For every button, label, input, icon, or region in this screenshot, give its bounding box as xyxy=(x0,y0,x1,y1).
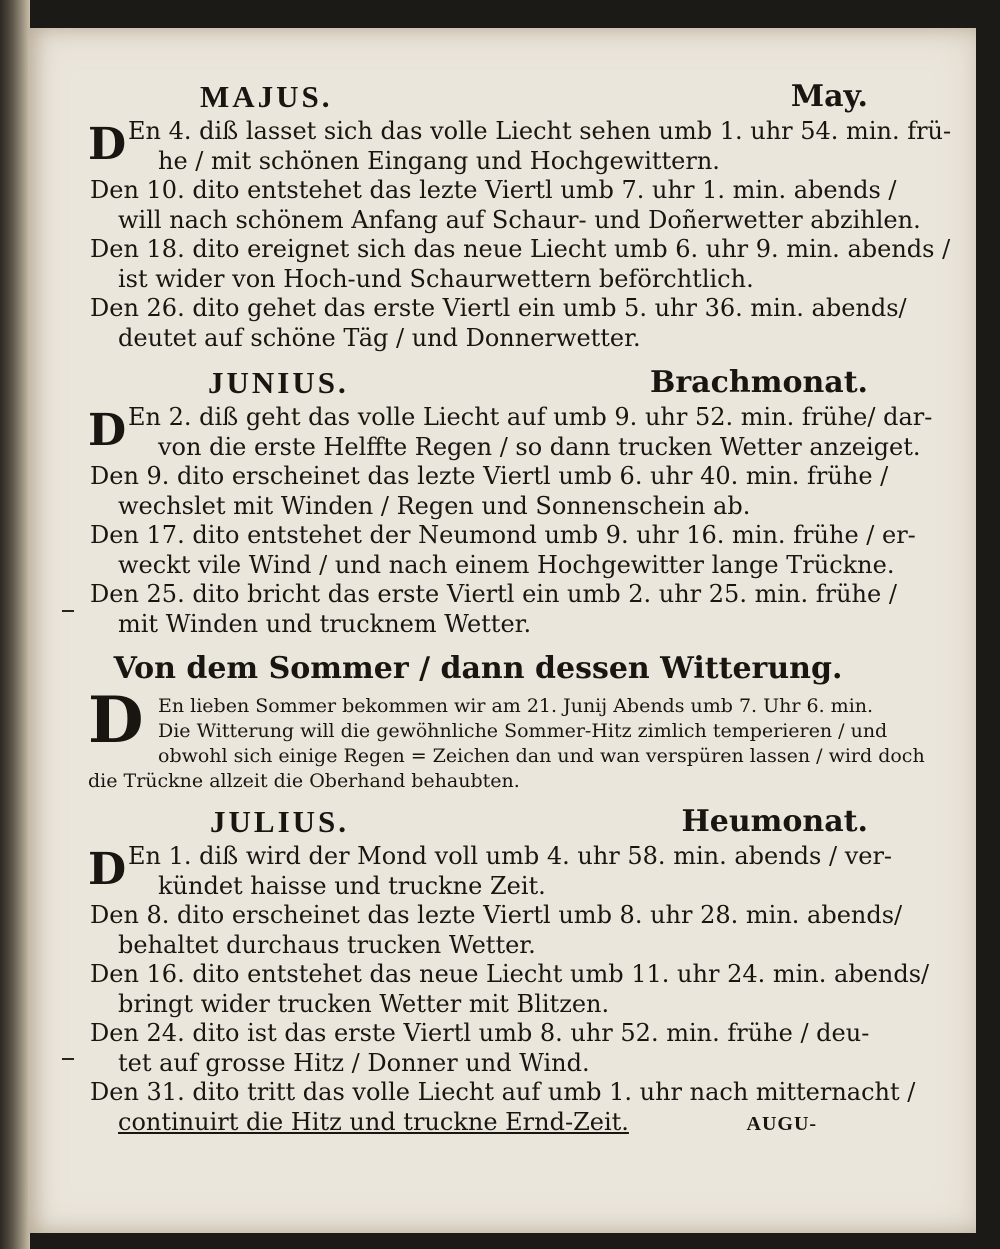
entry-line: mit Winden und trucknem Wetter. xyxy=(118,609,532,638)
month-heading-junius xyxy=(88,359,908,403)
entry-line: En 1. diß wird der Mond voll umb 4. uhr 58. min. abends / ver‑ xyxy=(128,842,893,870)
summer-line: En lieben Sommer bekommen wir am 21. Junij Abends umb 7. Uhr 6. min. xyxy=(158,695,874,717)
entry-line: Den 26. dito gehet das erste Viertl ein umb 5. uhr 36. min. abends/ xyxy=(90,294,907,322)
month-latin-title: JUNIUS. xyxy=(208,365,349,400)
moon-phase-entry xyxy=(88,842,908,901)
margin-mark xyxy=(62,1058,74,1060)
summer-line: die Trückne allzeit die Oberhand behaubten. xyxy=(88,770,520,792)
entry-line: von die erste Helffte Regen / so dann trucken Wetter anzeiget. xyxy=(158,432,921,461)
entry-line: Den 16. dito entstehet das neue Liecht umb 11. uhr 24. min. abends/ xyxy=(90,960,930,988)
entry-line-last xyxy=(90,1108,908,1140)
month-german-title: May. xyxy=(790,79,868,114)
moon-phase-entry xyxy=(88,901,908,960)
entry-line: behaltet durchaus trucken Wetter. xyxy=(118,930,536,959)
moon-phase-entry xyxy=(88,235,951,294)
entry-line: Den 17. dito entstehet der Neumond umb 9. uhr 16. min. frühe / er‑ xyxy=(90,521,916,549)
moon-phase-entry xyxy=(88,176,921,235)
entry-line: ist wider von Hoch‑und Schaurwettern beförchtlich. xyxy=(118,264,754,293)
moon-phase-entry xyxy=(88,580,908,639)
entry-line: weckt vile Wind / und nach einem Hochgewitter lange Trückne. xyxy=(118,550,895,579)
summer-line: Die Witterung will die gewöhnliche Sommer‑Hitz zimlich temperieren / und xyxy=(158,720,888,742)
entry-line: Den 25. dito bricht das erste Viertl ein umb 2. uhr 25. min. frühe / xyxy=(90,580,897,608)
margin-mark xyxy=(62,610,74,612)
page-text xyxy=(88,73,952,1139)
entry-line: Den 18. dito ereignet sich das neue Liecht umb 6. uhr 9. min. abends / xyxy=(90,235,951,263)
entry-line: En 4. diß lasset sich das volle Liecht sehen umb 1. uhr 54. min. frü‑ xyxy=(128,117,952,145)
moon-phase-entry xyxy=(88,294,908,353)
month-german-title: Heumonat. xyxy=(681,804,868,839)
entry-line: tet auf grosse Hitz / Donner und Wind. xyxy=(118,1048,590,1077)
entry-line-text: continuirt die Hitz und truckne Ernd‑Zeit. xyxy=(118,1107,629,1136)
moon-phase-entry xyxy=(88,1019,908,1078)
moon-phase-entry xyxy=(88,462,908,521)
book-page xyxy=(28,28,976,1233)
entry-line: Den 10. dito entstehet das lezte Viertl umb 7. uhr 1. min. abends / xyxy=(90,176,897,204)
entry-line: kündet haisse und truckne Zeit. xyxy=(158,871,546,900)
summer-paragraph xyxy=(88,683,925,794)
moon-phase-entry xyxy=(88,403,933,462)
drop-initial: D xyxy=(88,844,127,895)
entry-line: Den 9. dito erscheinet das lezte Viertl umb 6. uhr 40. min. frühe / xyxy=(90,462,889,490)
entry-line: will nach schönem Anfang auf Schaur‑ und Doñerwetter abzihlen. xyxy=(118,205,921,234)
month-heading-majus xyxy=(88,73,908,117)
month-latin-title: JULIUS. xyxy=(210,804,350,839)
entry-line: Den 31. dito tritt das volle Liecht auf umb 1. uhr nach mitternacht / xyxy=(90,1078,916,1106)
scan-edge xyxy=(0,0,30,1249)
catchword: AUGU‑ xyxy=(746,1112,818,1135)
month-latin-title: MAJUS. xyxy=(200,79,333,114)
moon-phase-entry xyxy=(88,521,916,580)
moon-phase-entry xyxy=(88,117,952,176)
drop-initial: D xyxy=(88,405,127,456)
month-heading-julius xyxy=(88,798,908,842)
summer-line: obwohl sich einige Regen = Zeichen dan und wan verspüren lassen / wird doch xyxy=(158,745,925,767)
section-heading-summer: Von dem Sommer / dann dessen Witterung. xyxy=(113,651,843,686)
moon-phase-entry xyxy=(88,1078,916,1139)
entry-line: Den 24. dito ist das erste Viertl umb 8. uhr 52. min. frühe / deu‑ xyxy=(90,1019,870,1047)
entry-line: En 2. diß geht das volle Liecht auf umb 9. uhr 52. min. frühe/ dar‑ xyxy=(128,403,933,431)
entry-line: Den 8. dito erscheinet das lezte Viertl umb 8. uhr 28. min. abends/ xyxy=(90,901,903,929)
entry-line: bringt wider trucken Wetter mit Blitzen. xyxy=(118,989,610,1018)
moon-phase-entry xyxy=(88,960,930,1019)
month-german-title: Brachmonat. xyxy=(650,365,868,400)
entry-line: he / mit schönen Eingang und Hochgewittern. xyxy=(158,146,720,175)
entry-line: wechslet mit Winden / Regen und Sonnenschein ab. xyxy=(118,491,751,520)
drop-initial: D xyxy=(88,119,127,170)
ornamental-initial: D xyxy=(88,683,144,758)
entry-line: deutet auf schöne Täg / und Donnerwetter. xyxy=(118,323,641,352)
